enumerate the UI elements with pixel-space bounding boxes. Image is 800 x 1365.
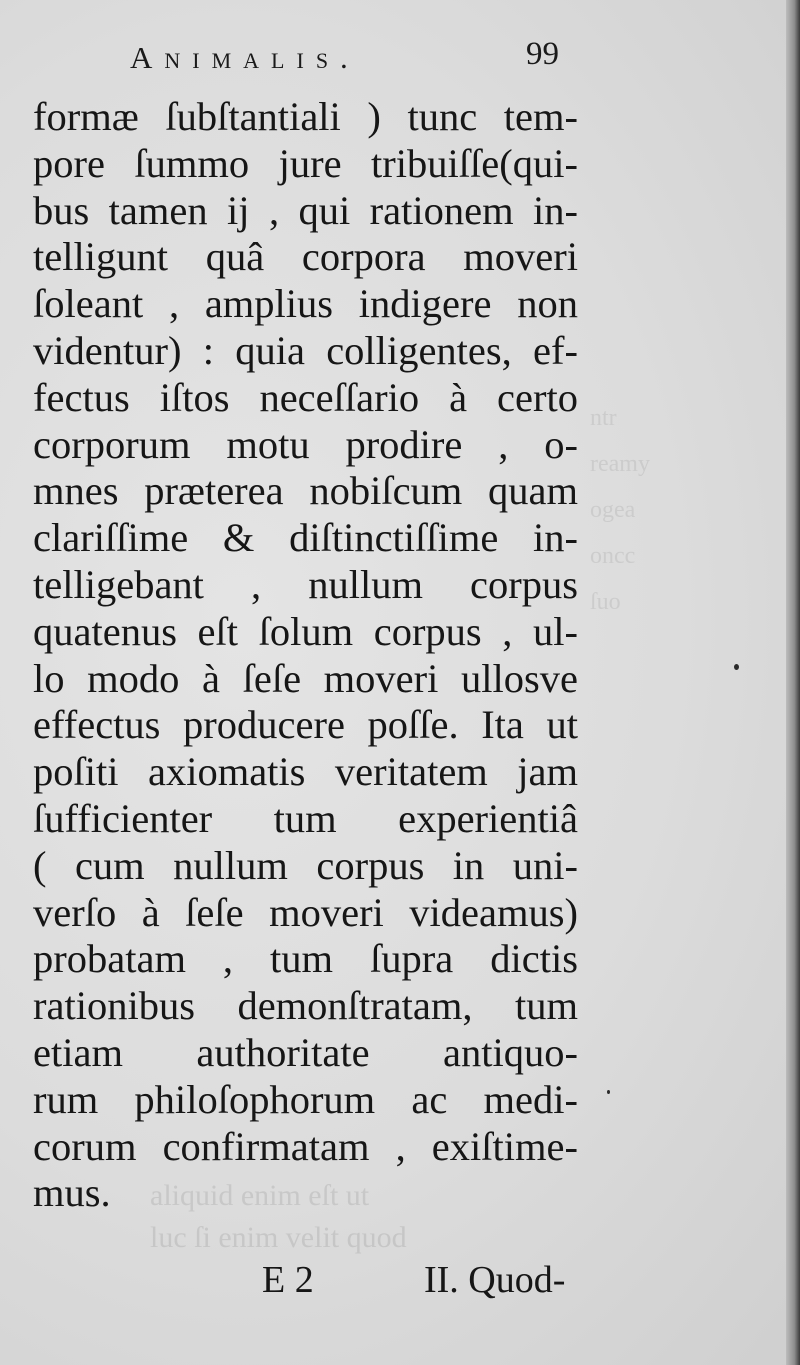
text-line: rum philoſophorum ac medi- [33,1076,578,1122]
catchword: II. Quod- [424,1259,566,1301]
text-line: mus. [33,1170,111,1216]
signature-mark: E 2 [262,1259,314,1301]
text-line: ſoleant , amplius indigere non [33,281,578,327]
running-head: Animalis. [130,40,360,75]
text-line: clariſſime & diſtinctiſſime in- [33,515,578,561]
text-line: mnes præterea nobiſcum quam [33,468,578,514]
text-line: effectus producere poſſe. Ita ut [33,702,578,748]
text-line: ( cum nullum corpus in uni- [33,842,578,888]
body-text [33,94,578,1217]
text-line: videntur) : quia colligentes, ef- [33,327,578,373]
text-line: bus tamen ij , qui rationem in- [33,187,578,233]
text-line: fectus iſtos neceſſario à certo [33,374,578,420]
text-line: corum confirmatam , exiſtime- [33,1123,578,1169]
text-line: etiam authoritate antiquo- [33,1029,578,1075]
text-line: formæ ſubſtantiali ) tunc tem- [33,94,578,139]
text-line: telligunt quâ corpora moveri [33,234,578,280]
page-number: 99 [526,36,559,72]
text-line: ſufficienter tum experientiâ [33,795,578,841]
text-line: rationibus demonſtratam, tum [33,983,578,1029]
show-through-text: ntr reamy ogea oncc ſuo [590,405,650,615]
text-line: corporum motu prodire , o- [33,421,578,467]
text-line: lo modo à ſeſe moveri ullosve [33,655,578,701]
text-line: quatenus eſt ſolum corpus , ul- [33,608,578,654]
ink-speck [734,664,739,670]
text-line: pore ſummo jure tribuiſſe(qui- [33,140,578,186]
ink-speck [607,1090,610,1094]
text-line: probatam , tum ſupra dictis [33,936,578,982]
text-line: poſiti axiomatis veritatem jam [33,749,578,795]
show-through-text-bottom: aliquid enim eſt ut luc ſi enim velit quod [150,1179,407,1254]
text-line: verſo à ſeſe moveri videamus) [33,889,578,935]
text-line: telligebant , nullum corpus [33,561,578,607]
page-edge [786,0,800,1365]
